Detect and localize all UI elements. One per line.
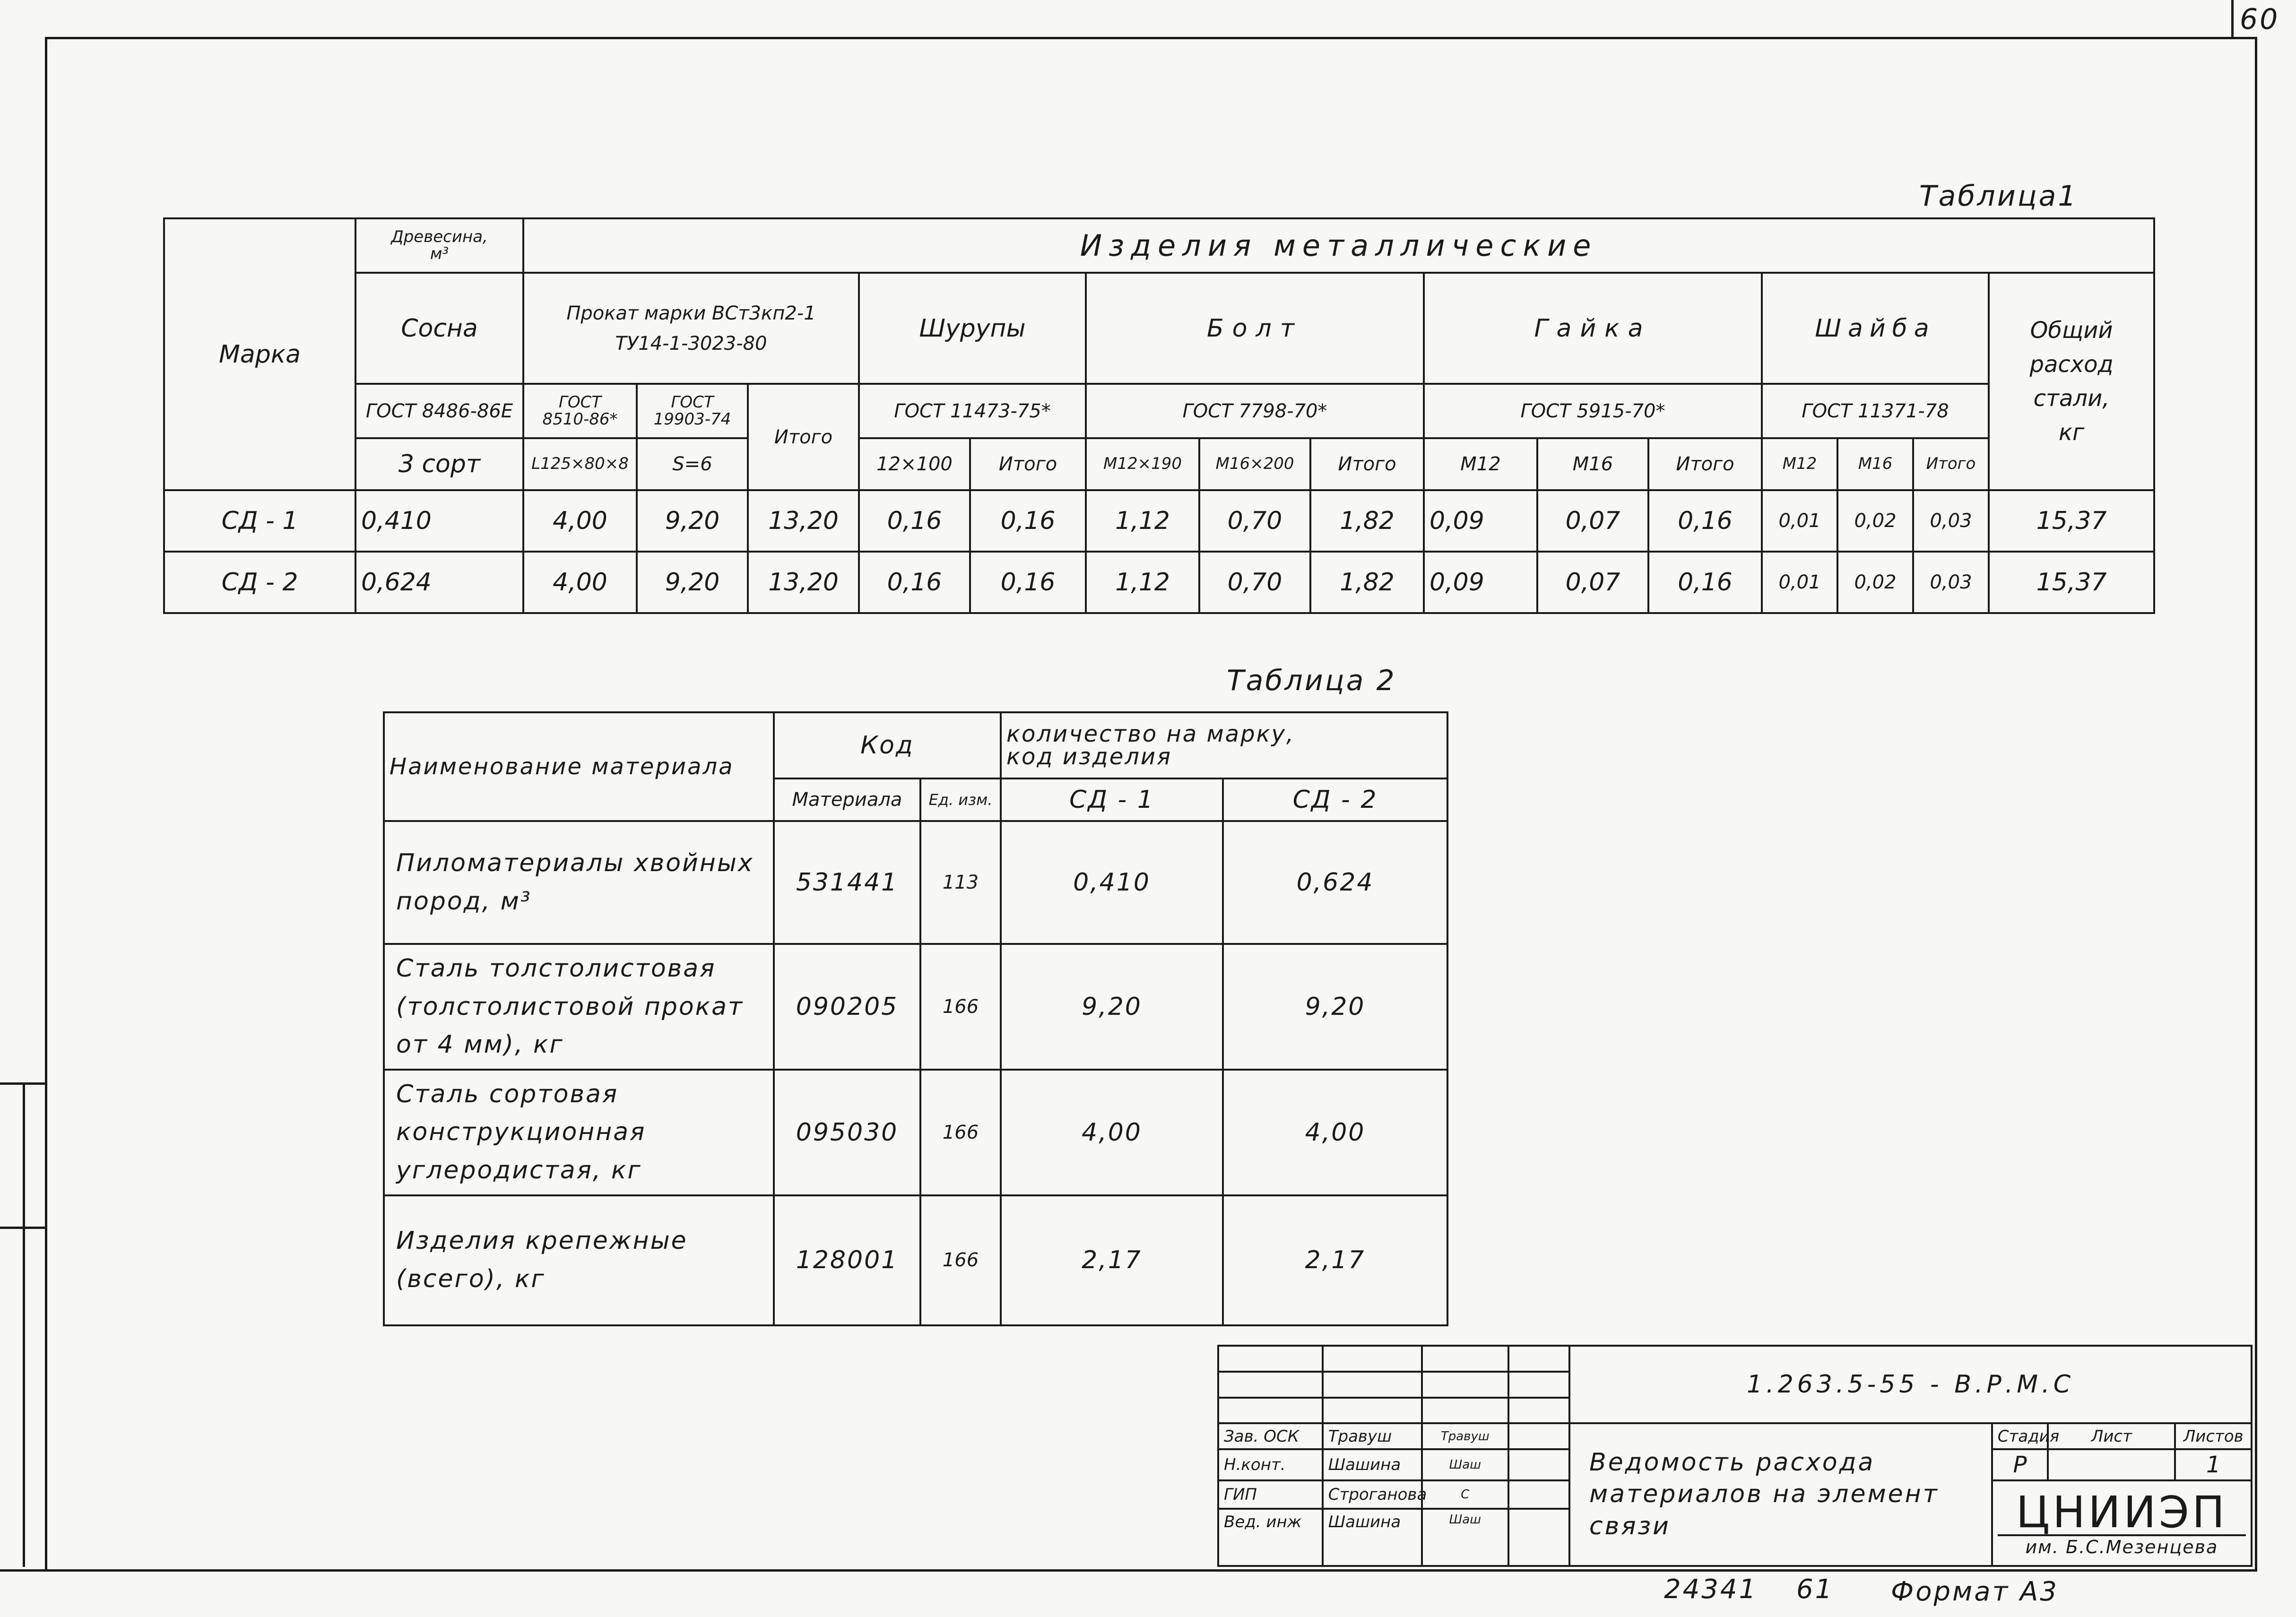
cell-marka: СД - 2 [164, 552, 355, 613]
header-bolt-m16: М16×200 [1199, 438, 1310, 490]
table-row [164, 490, 2154, 552]
signer-sign: Травуш [1422, 1423, 1508, 1449]
header-kod: Код [774, 712, 1001, 778]
list-value [2048, 1449, 2175, 1480]
header-ed-izm: Ед. изм. [920, 778, 1001, 821]
table-row [384, 821, 1447, 944]
header-izdelia: Изделия металлические [523, 218, 2154, 273]
header-list-s: S=6 [637, 438, 748, 490]
kg-label: кг [2058, 419, 2085, 446]
table-row [164, 552, 2154, 613]
header-sosna: Сосна [355, 273, 523, 384]
drevesina-label: Древесина, [391, 227, 488, 246]
table-row [384, 1195, 1447, 1325]
gost-shaiba: ГОСТ 11371-78 [1762, 384, 1989, 438]
stamp-empty [1422, 1346, 1508, 1372]
gost-19903-num: 19903-74 [653, 409, 731, 429]
kolichestvo-sub: код изделия [1006, 744, 1172, 770]
cell-gaika-itogo: 0,16 [1648, 490, 1762, 552]
cell-bolt-m16: 0,70 [1199, 490, 1310, 552]
org-sub: им. Б.С.Мезенцева [1998, 1534, 2246, 1556]
table2-caption: Таблица 2 [1227, 664, 1396, 697]
drevesina-unit: м³ [430, 244, 449, 263]
signer-date [1508, 1423, 1569, 1449]
bottom-number: 24341 [1664, 1574, 1758, 1605]
cell-list: 9,20 [637, 552, 748, 613]
stamp-empty [1508, 1346, 1569, 1372]
header-sort: 3 сорт [355, 438, 523, 490]
signer-role: Вед. инж [1218, 1509, 1323, 1566]
cell-bolt-itogo: 1,82 [1310, 490, 1424, 552]
header-drevesina [355, 218, 523, 273]
signer-name: Травуш [1323, 1423, 1422, 1449]
cell-shurup-itogo: 0,16 [970, 552, 1086, 613]
signer-date [1508, 1449, 1569, 1480]
header-itogo: Итого [748, 384, 859, 490]
stamp-empty [1323, 1346, 1422, 1372]
gost-shurupy: ГОСТ 11473-75* [859, 384, 1086, 438]
table1 [163, 217, 2155, 614]
cell-total: 15,37 [1989, 490, 2154, 552]
header-marka: Марка [164, 218, 355, 490]
table1-caption: Таблица1 [1919, 180, 2078, 213]
cell-itogo: 13,20 [748, 552, 859, 613]
header-bolt-itogo: Итого [1310, 438, 1424, 490]
sheet-number: 60 [2240, 3, 2280, 36]
cell-ugolok: 4,00 [523, 552, 637, 613]
header-sd2: СД - 2 [1223, 778, 1447, 821]
header-shaiba: Шайба [1762, 273, 1989, 384]
cell-shaiba-itogo: 0,03 [1913, 490, 1989, 552]
cell-shaiba-m12: 0,01 [1762, 552, 1837, 613]
signer-sign: С [1422, 1480, 1508, 1509]
cell-total: 15,37 [1989, 552, 2154, 613]
stamp-empty [1323, 1398, 1422, 1424]
signer-role: Зав. ОСК [1218, 1423, 1323, 1449]
signer-date [1508, 1509, 1569, 1566]
format-label: Формат А3 [1891, 1576, 2059, 1607]
stamp-empty [1218, 1398, 1323, 1424]
raskhod-label: расход [2029, 351, 2114, 378]
stamp-empty [1422, 1372, 1508, 1398]
header-shaiba-m12: М12 [1762, 438, 1837, 490]
gost-8510 [523, 384, 637, 438]
cell-material-unit: 166 [920, 944, 1001, 1070]
header-gaika-itogo: Итого [1648, 438, 1762, 490]
table2 [383, 711, 1448, 1326]
obshchii-label: Общий [2030, 317, 2113, 344]
org-logo: ЦНИИЭП [2016, 1487, 2228, 1538]
header-gaika-m16: М16 [1537, 438, 1648, 490]
gost-gaika: ГОСТ 5915-70* [1424, 384, 1762, 438]
cell-sd2: 2,17 [1223, 1195, 1447, 1325]
cell-shurup-itogo: 0,16 [970, 490, 1086, 552]
cell-sd2: 0,624 [1223, 821, 1447, 944]
listov-label: Листов [2175, 1423, 2252, 1449]
stamp-empty [1323, 1372, 1422, 1398]
stamp-empty [1218, 1346, 1323, 1372]
header-sd1: СД - 1 [1001, 778, 1223, 821]
header-shaiba-m16: М16 [1837, 438, 1913, 490]
cell-shaiba-itogo: 0,03 [1913, 552, 1989, 613]
gost-8510-num: 8510-86* [542, 409, 618, 429]
cell-sosna: 0,410 [355, 490, 523, 552]
table-row [384, 1070, 1447, 1195]
cell-material-name: Пиломатериалы хвойных пород, м³ [384, 821, 774, 944]
cell-material-name: Сталь толстолистовая (толстолистовой прокат от 4 мм), кг [384, 944, 774, 1070]
header-gaika: Гайка [1424, 273, 1762, 384]
header-shurupy: Шурупы [859, 273, 1086, 384]
cell-material-code: 128001 [774, 1195, 920, 1325]
stadia-value: Р [1992, 1449, 2048, 1480]
cell-itogo: 13,20 [748, 490, 859, 552]
cell-material-name: Изделия крепежные (всего), кг [384, 1195, 774, 1325]
cell-material-unit: 166 [920, 1070, 1001, 1195]
signer-sign: Шаш [1422, 1509, 1508, 1566]
gost-8510-label: ГОСТ [558, 392, 602, 412]
kolichestvo-label: количество на марку, [1006, 721, 1295, 747]
header-gaika-m12: М12 [1424, 438, 1537, 490]
cell-shurup: 0,16 [859, 490, 970, 552]
cell-gaika-m12: 0,09 [1424, 490, 1537, 552]
listov-value: 1 [2175, 1449, 2252, 1480]
doc-code: 1.263.5-55 - В.Р.М.С [1569, 1346, 2252, 1423]
bottom-page: 61 [1796, 1574, 1834, 1605]
header-ugolok: L125×80×8 [523, 438, 637, 490]
cell-bolt-m16: 0,70 [1199, 552, 1310, 613]
cell-sd1: 2,17 [1001, 1195, 1223, 1325]
header-bolt: Болт [1086, 273, 1424, 384]
header-shaiba-itogo: Итого [1913, 438, 1989, 490]
stamp-empty [1422, 1398, 1508, 1424]
prokat-label: Прокат марки ВСт3кп2-1 [566, 302, 816, 324]
gost-sosna: ГОСТ 8486-86Е [355, 384, 523, 438]
signer-name: Шашина [1323, 1509, 1422, 1566]
cell-shurup: 0,16 [859, 552, 970, 613]
header-shurup-size: 12×100 [859, 438, 970, 490]
title-block [1217, 1345, 2253, 1567]
cell-list: 9,20 [637, 490, 748, 552]
cell-shaiba-m12: 0,01 [1762, 490, 1837, 552]
signer-name: Строганова [1323, 1480, 1422, 1509]
header-bolt-m12: М12×190 [1086, 438, 1199, 490]
stadia-label: Стадия [1992, 1423, 2048, 1449]
cell-marka: СД - 1 [164, 490, 355, 552]
cell-gaika-m12: 0,09 [1424, 552, 1537, 613]
signer-role: Н.конт. [1218, 1449, 1323, 1480]
cell-sd1: 4,00 [1001, 1070, 1223, 1195]
gost-19903 [637, 384, 748, 438]
signer-date [1508, 1480, 1569, 1509]
cell-sd2: 4,00 [1223, 1070, 1447, 1195]
org-block [1992, 1480, 2252, 1566]
binding-inner-line [23, 1082, 25, 1567]
cell-sosna: 0,624 [355, 552, 523, 613]
cell-ugolok: 4,00 [523, 490, 637, 552]
stali-label: стали, [2033, 385, 2110, 412]
doc-title: Ведомость расхода материалов на элемент связи [1569, 1423, 1992, 1566]
cell-material-code: 531441 [774, 821, 920, 944]
list-label: Лист [2048, 1423, 2175, 1449]
cell-shaiba-m16: 0,02 [1837, 552, 1913, 613]
cell-gaika-m16: 0,07 [1537, 552, 1648, 613]
sheet-number-divider [2231, 0, 2234, 39]
stamp-empty [1508, 1398, 1569, 1424]
cell-bolt-m12: 1,12 [1086, 552, 1199, 613]
header-prokat [523, 273, 859, 384]
stamp-empty [1508, 1372, 1569, 1398]
stamp-empty [1218, 1372, 1323, 1398]
cell-material-code: 095030 [774, 1070, 920, 1195]
header-materiala: Материала [774, 778, 920, 821]
header-kolichestvo [1001, 712, 1447, 778]
header-obshchii [1989, 273, 2154, 490]
cell-material-unit: 166 [920, 1195, 1001, 1325]
table-row [384, 944, 1447, 1070]
cell-bolt-itogo: 1,82 [1310, 552, 1424, 613]
cell-sd1: 0,410 [1001, 821, 1223, 944]
header-shurup-itogo: Итого [970, 438, 1086, 490]
prokat-tu: ТУ14-1-3023-80 [615, 332, 767, 355]
cell-sd1: 9,20 [1001, 944, 1223, 1070]
cell-gaika-itogo: 0,16 [1648, 552, 1762, 613]
cell-material-name: Сталь сортовая конструкционная углеродистая, кг [384, 1070, 774, 1195]
signer-role: ГИП [1218, 1480, 1323, 1509]
gost-bolt: ГОСТ 7798-70* [1086, 384, 1424, 438]
cell-sd2: 9,20 [1223, 944, 1447, 1070]
cell-gaika-m16: 0,07 [1537, 490, 1648, 552]
cell-material-code: 090205 [774, 944, 920, 1070]
gost-19903-label: ГОСТ [671, 392, 714, 412]
cell-bolt-m12: 1,12 [1086, 490, 1199, 552]
cell-material-unit: 113 [920, 821, 1001, 944]
signer-name: Шашина [1323, 1449, 1422, 1480]
header-naimenovanie: Наименование материала [384, 712, 774, 821]
signer-sign: Шаш [1422, 1449, 1508, 1480]
cell-shaiba-m16: 0,02 [1837, 490, 1913, 552]
